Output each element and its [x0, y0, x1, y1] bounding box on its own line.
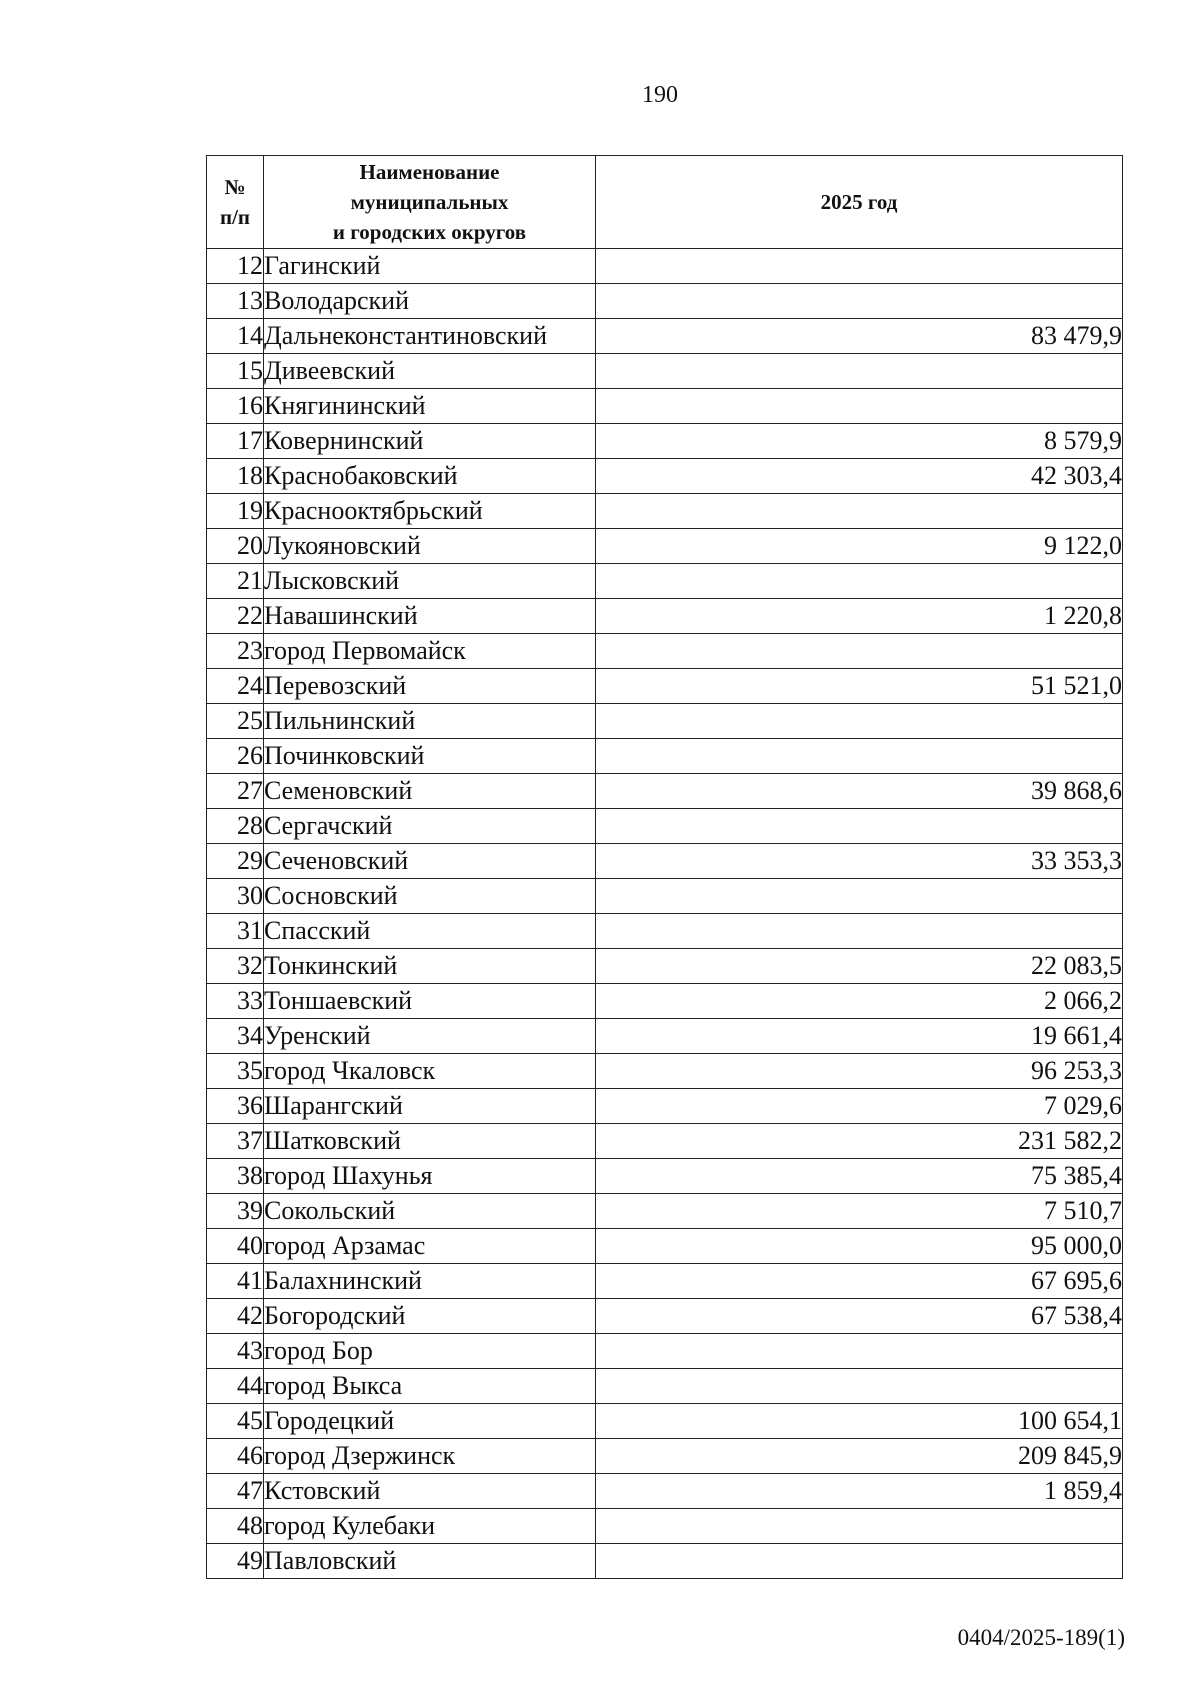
municipality-name-cell: Володарский: [264, 284, 596, 319]
row-number-cell: 45: [207, 1404, 264, 1439]
table-row: [207, 354, 1123, 389]
value-2025-cell: 83 479,9: [596, 319, 1123, 354]
table-row: [207, 389, 1123, 424]
value-2025-cell: [596, 1509, 1123, 1544]
row-number-cell: 40: [207, 1229, 264, 1264]
table-header-row: [207, 156, 1123, 249]
value-2025-cell: 42 303,4: [596, 459, 1123, 494]
table-row: [207, 879, 1123, 914]
row-number-cell: 39: [207, 1194, 264, 1229]
value-2025-cell: [596, 634, 1123, 669]
value-2025-cell: 8 579,9: [596, 424, 1123, 459]
table-row: [207, 1124, 1123, 1159]
row-number-cell: 15: [207, 354, 264, 389]
municipality-name-cell: Перевозский: [264, 669, 596, 704]
municipality-name-cell: Ковернинский: [264, 424, 596, 459]
municipality-name-cell: Краснооктябрьский: [264, 494, 596, 529]
row-number-cell: 37: [207, 1124, 264, 1159]
municipality-name-cell: Шатковский: [264, 1124, 596, 1159]
value-2025-cell: 51 521,0: [596, 669, 1123, 704]
value-2025-cell: 75 385,4: [596, 1159, 1123, 1194]
municipality-name-cell: Тонкинский: [264, 949, 596, 984]
municipality-name-cell: город Кулебаки: [264, 1509, 596, 1544]
row-number-cell: 35: [207, 1054, 264, 1089]
value-2025-cell: 9 122,0: [596, 529, 1123, 564]
value-2025-cell: 95 000,0: [596, 1229, 1123, 1264]
table-row: [207, 809, 1123, 844]
table-row: [207, 1019, 1123, 1054]
municipality-name-cell: город Выкса: [264, 1369, 596, 1404]
municipality-name-cell: Сергачский: [264, 809, 596, 844]
table-row: [207, 284, 1123, 319]
row-number-cell: 38: [207, 1159, 264, 1194]
row-number-cell: 49: [207, 1544, 264, 1579]
row-number-cell: 28: [207, 809, 264, 844]
value-2025-cell: 39 868,6: [596, 774, 1123, 809]
row-number-cell: 43: [207, 1334, 264, 1369]
value-2025-cell: [596, 809, 1123, 844]
value-2025-cell: [596, 879, 1123, 914]
table-row: [207, 249, 1123, 284]
header-number-line2: п/п: [219, 205, 251, 229]
value-2025-cell: [596, 564, 1123, 599]
row-number-cell: 19: [207, 494, 264, 529]
row-number-cell: 48: [207, 1509, 264, 1544]
value-2025-cell: [596, 739, 1123, 774]
table-row: [207, 949, 1123, 984]
value-2025-cell: [596, 1334, 1123, 1369]
table-row: [207, 319, 1123, 354]
municipality-name-cell: город Чкаловск: [264, 1054, 596, 1089]
value-2025-cell: [596, 1544, 1123, 1579]
table-row: [207, 424, 1123, 459]
municipality-name-cell: Шарангский: [264, 1089, 596, 1124]
municipality-name-cell: город Первомайск: [264, 634, 596, 669]
row-number-cell: 25: [207, 704, 264, 739]
value-2025-cell: 209 845,9: [596, 1439, 1123, 1474]
table-row: [207, 529, 1123, 564]
table-row: [207, 1509, 1123, 1544]
row-number-cell: 22: [207, 599, 264, 634]
table-row: [207, 1474, 1123, 1509]
row-number-cell: 29: [207, 844, 264, 879]
table-row: [207, 1369, 1123, 1404]
table-row: [207, 1334, 1123, 1369]
municipality-name-cell: Семеновский: [264, 774, 596, 809]
municipality-name-cell: Сосновский: [264, 879, 596, 914]
value-2025-cell: 231 582,2: [596, 1124, 1123, 1159]
municipality-name-cell: Павловский: [264, 1544, 596, 1579]
value-2025-cell: [596, 284, 1123, 319]
header-number-line1: №: [224, 175, 246, 199]
row-number-cell: 17: [207, 424, 264, 459]
table-row: [207, 634, 1123, 669]
value-2025-cell: 22 083,5: [596, 949, 1123, 984]
municipality-name-cell: Починковский: [264, 739, 596, 774]
value-2025-cell: [596, 354, 1123, 389]
municipality-name-cell: Уренский: [264, 1019, 596, 1054]
municipality-name-cell: город Арзамас: [264, 1229, 596, 1264]
value-2025-cell: 96 253,3: [596, 1054, 1123, 1089]
page-number: 190: [642, 82, 678, 108]
table-row: [207, 1439, 1123, 1474]
document-code: 0404/2025-189(1): [957, 1625, 1125, 1650]
municipality-name-cell: Гагинский: [264, 249, 596, 284]
value-2025-cell: 1 220,8: [596, 599, 1123, 634]
table-row: [207, 1054, 1123, 1089]
row-number-cell: 12: [207, 249, 264, 284]
municipality-name-cell: Лукояновский: [264, 529, 596, 564]
table-row: [207, 1264, 1123, 1299]
table-row: [207, 669, 1123, 704]
row-number-cell: 31: [207, 914, 264, 949]
header-number: [207, 156, 264, 249]
table-row: [207, 494, 1123, 529]
value-2025-cell: [596, 1369, 1123, 1404]
row-number-cell: 46: [207, 1439, 264, 1474]
table-row: [207, 739, 1123, 774]
table-row: [207, 564, 1123, 599]
table-row: [207, 1544, 1123, 1579]
row-number-cell: 13: [207, 284, 264, 319]
municipality-name-cell: Лысковский: [264, 564, 596, 599]
table-row: [207, 844, 1123, 879]
value-2025-cell: [596, 389, 1123, 424]
row-number-cell: 16: [207, 389, 264, 424]
value-2025-cell: 7 510,7: [596, 1194, 1123, 1229]
municipality-name-cell: Кстовский: [264, 1474, 596, 1509]
municipality-name-cell: город Бор: [264, 1334, 596, 1369]
value-2025-cell: 19 661,4: [596, 1019, 1123, 1054]
municipality-name-cell: Дальнеконстантиновский: [264, 319, 596, 354]
table-row: [207, 1404, 1123, 1439]
municipality-name-cell: город Шахунья: [264, 1159, 596, 1194]
value-2025-cell: [596, 494, 1123, 529]
table-row: [207, 1299, 1123, 1334]
municipality-name-cell: город Дзержинск: [264, 1439, 596, 1474]
header-name-line3: и городских округов: [332, 220, 527, 244]
municipality-name-cell: Навашинский: [264, 599, 596, 634]
row-number-cell: 24: [207, 669, 264, 704]
municipality-name-cell: Краснобаковский: [264, 459, 596, 494]
municipality-name-cell: Балахнинский: [264, 1264, 596, 1299]
municipality-name-cell: Дивеевский: [264, 354, 596, 389]
value-2025-cell: 33 353,3: [596, 844, 1123, 879]
value-2025-cell: 7 029,6: [596, 1089, 1123, 1124]
municipality-name-cell: Тоншаевский: [264, 984, 596, 1019]
row-number-cell: 41: [207, 1264, 264, 1299]
row-number-cell: 26: [207, 739, 264, 774]
table-row: [207, 774, 1123, 809]
header-year: 2025 год: [596, 156, 1123, 249]
value-2025-cell: 1 859,4: [596, 1474, 1123, 1509]
row-number-cell: 36: [207, 1089, 264, 1124]
row-number-cell: 20: [207, 529, 264, 564]
row-number-cell: 30: [207, 879, 264, 914]
row-number-cell: 21: [207, 564, 264, 599]
table-body: [207, 249, 1123, 1579]
row-number-cell: 34: [207, 1019, 264, 1054]
municipality-name-cell: Пильнинский: [264, 704, 596, 739]
value-2025-cell: 67 695,6: [596, 1264, 1123, 1299]
table-row: [207, 1159, 1123, 1194]
table-row: [207, 914, 1123, 949]
row-number-cell: 23: [207, 634, 264, 669]
municipality-name-cell: Городецкий: [264, 1404, 596, 1439]
municipality-name-cell: Сокольский: [264, 1194, 596, 1229]
header-name-line1: Наименование: [359, 160, 500, 184]
municipality-name-cell: Княгининский: [264, 389, 596, 424]
row-number-cell: 32: [207, 949, 264, 984]
value-2025-cell: [596, 704, 1123, 739]
row-number-cell: 18: [207, 459, 264, 494]
header-name-line2: муниципальных: [350, 190, 509, 214]
row-number-cell: 33: [207, 984, 264, 1019]
table-row: [207, 1089, 1123, 1124]
municipality-name-cell: Сеченовский: [264, 844, 596, 879]
table-row: [207, 704, 1123, 739]
row-number-cell: 44: [207, 1369, 264, 1404]
allocation-table: [206, 155, 1123, 1579]
row-number-cell: 47: [207, 1474, 264, 1509]
municipality-name-cell: Богородский: [264, 1299, 596, 1334]
table-row: [207, 1229, 1123, 1264]
value-2025-cell: [596, 249, 1123, 284]
row-number-cell: 14: [207, 319, 264, 354]
value-2025-cell: [596, 914, 1123, 949]
value-2025-cell: 67 538,4: [596, 1299, 1123, 1334]
table-row: [207, 599, 1123, 634]
value-2025-cell: 2 066,2: [596, 984, 1123, 1019]
value-2025-cell: 100 654,1: [596, 1404, 1123, 1439]
row-number-cell: 27: [207, 774, 264, 809]
table-row: [207, 984, 1123, 1019]
municipality-name-cell: Спасский: [264, 914, 596, 949]
header-name: [264, 156, 596, 249]
table-row: [207, 1194, 1123, 1229]
row-number-cell: 42: [207, 1299, 264, 1334]
table-row: [207, 459, 1123, 494]
